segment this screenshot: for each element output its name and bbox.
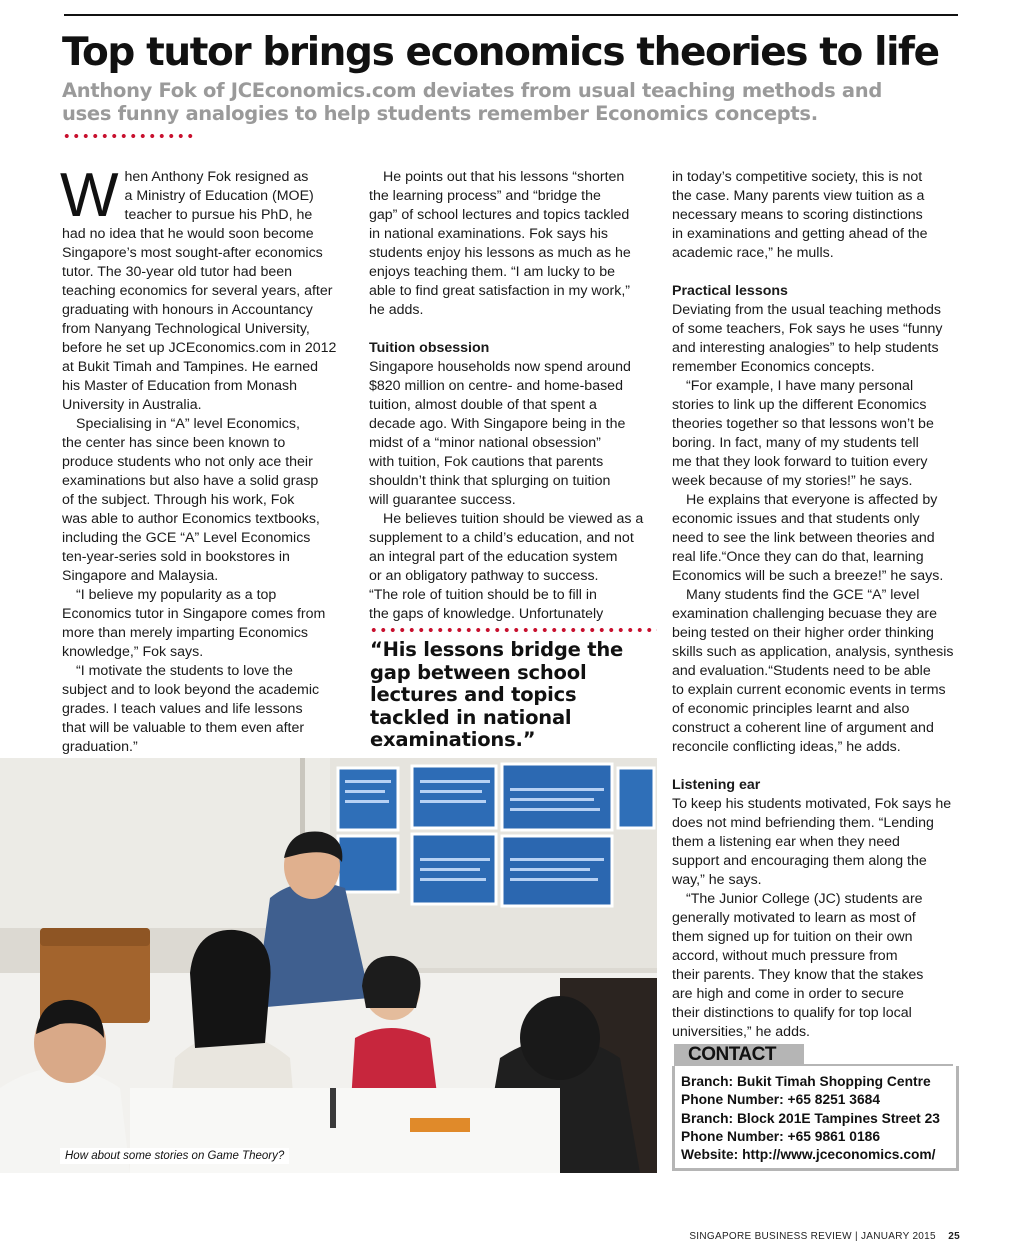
text-line: economic issues and that students only: [672, 511, 920, 527]
text-line: the case. Many parents view tuition as a: [672, 188, 925, 204]
page-footer: [689, 1231, 960, 1242]
text-line: them a listening ear when they need: [672, 834, 900, 850]
text-line: in examinations and getting ahead of the: [672, 226, 928, 242]
paragraph: [62, 415, 354, 586]
text-line: the learning process” and “bridge the: [369, 188, 601, 204]
text-line: He points out that his lessons “shorten: [383, 169, 625, 185]
text-line: $820 million on centre- and home-based: [369, 378, 623, 394]
section-heading: Practical lessons: [672, 283, 788, 299]
text-line: from Nanyang Technological University,: [62, 321, 310, 337]
text-line: in national examinations. Fok says his: [369, 226, 608, 242]
text-line: had no idea that he would soon become: [62, 226, 314, 242]
text-line: more than merely imparting Economics: [62, 625, 309, 641]
text-line: He explains that everyone is affected by: [686, 492, 938, 508]
text-line: way,” he says.: [672, 872, 762, 888]
text-line: Singapore and Malaysia.: [62, 568, 219, 584]
paragraph: [672, 890, 964, 1042]
text-line: tutor. The 30-year old tutor had been: [62, 264, 293, 280]
dotted-divider: [62, 133, 195, 139]
text-line: that will be valuable to them even after: [62, 720, 305, 736]
text-line: gap” of school lectures and topics tackled: [369, 207, 630, 223]
pull-quote: [370, 639, 660, 752]
text-line: “I believe my popularity as a top: [76, 587, 277, 603]
headline: Top tutor brings economics theories to life: [62, 30, 939, 75]
text-line: subject and to look beyond the academic: [62, 682, 320, 698]
paragraph: [672, 586, 964, 757]
section-heading: Tuition obsession: [369, 340, 490, 356]
text-line: boring. In fact, many of my students tell: [672, 435, 919, 451]
text-line: supplement to a child’s education, and not: [369, 530, 634, 546]
article-column-3: [672, 168, 964, 1042]
text-line: “I motivate the students to love the: [76, 663, 293, 679]
text-line: universities,” he adds.: [672, 1024, 811, 1040]
deck: [62, 79, 962, 125]
text-line: of some teachers, Fok says he uses “funny: [672, 321, 943, 337]
top-rule: [64, 14, 958, 16]
paragraph: [369, 358, 659, 510]
text-line: graduating with honours in Accountancy: [62, 302, 313, 318]
text-line: of economic principles learnt and also: [672, 701, 910, 717]
text-line: he adds.: [369, 302, 424, 318]
text-line: the gaps of knowledge. Unfortunately: [369, 606, 604, 622]
text-line: ten-year-series sold in bookstores in: [62, 549, 290, 565]
text-line: examination challenging becuase they are: [672, 606, 938, 622]
paragraph: [672, 491, 964, 586]
text-line: theories together so that lessons won’t be: [672, 416, 934, 432]
text-line: with tuition, Fok cautions that parents: [369, 454, 604, 470]
footer-separator: |: [854, 1231, 861, 1242]
text-line: tuition, almost double of that spent a: [369, 397, 597, 413]
text-line: and interesting analogies” to help students: [672, 340, 939, 356]
publication-name: SINGAPORE BUSINESS REVIEW: [689, 1231, 852, 1242]
text-line: necessary means to scoring distinctions: [672, 207, 923, 223]
text-line: will guarantee success.: [369, 492, 516, 508]
text-line: examinations but also have a solid grasp: [62, 473, 319, 489]
pull-quote-line: “His lessons bridge the: [370, 638, 624, 661]
text-line: was able to author Economics textbooks,: [62, 511, 320, 527]
text-line: and evaluation.“Students need to be able: [672, 663, 931, 679]
paragraph: [672, 377, 964, 491]
text-line: able to find great satisfaction in my work,”: [369, 283, 631, 299]
text-line: To keep his students motivated, Fok says he: [672, 796, 952, 812]
contact-branch-2: Branch: Block 201E Tampines Street 23: [681, 1110, 940, 1126]
text-line: their distinctions to qualify for top local: [672, 1005, 912, 1021]
text-line: real life.“Once they can do that, learning: [672, 549, 924, 565]
text-line: teacher to pursue his PhD, he: [124, 207, 313, 223]
text-line: Specialising in “A” level Economics,: [76, 416, 300, 432]
paragraph: [62, 662, 354, 757]
text-line: or an obligatory pathway to success.: [369, 568, 599, 584]
text-line: of the subject. Through his work, Fok: [62, 492, 295, 508]
paragraph: [672, 301, 964, 377]
text-line: are high and come in order to secure: [672, 986, 904, 1002]
text-line: a Ministry of Education (MOE): [124, 188, 314, 204]
text-line: teaching economics for several years, after: [62, 283, 333, 299]
text-line: Economics tutor in Singapore comes from: [62, 606, 326, 622]
text-line: Many students find the GCE “A” level: [686, 587, 920, 603]
paragraph: [672, 795, 964, 890]
text-line: the center has since been known to: [62, 435, 286, 451]
text-line: graduation.”: [62, 739, 138, 755]
photo-caption: How about some stories on Game Theory?: [60, 1148, 289, 1164]
text-line: accord, without much pressure from: [672, 948, 898, 964]
text-line: construct a coherent line of argument and: [672, 720, 934, 736]
classroom-illustration: [0, 758, 657, 1173]
text-line: “The Junior College (JC) students are: [686, 891, 923, 907]
drop-cap: W: [60, 161, 119, 230]
text-line: midst of a “minor national obsession”: [369, 435, 601, 451]
issue-date: JANUARY 2015: [860, 1231, 936, 1242]
text-line: skills such as application, analysis, synthesis: [672, 644, 954, 660]
text-line: an integral part of the education system: [369, 549, 618, 565]
text-line: in today’s competitive society, this is not: [672, 169, 923, 185]
text-line: their parents. They know that the stakes: [672, 967, 924, 983]
section-heading: Listening ear: [672, 777, 761, 793]
text-line: students enjoy his lessons as much as he: [369, 245, 631, 261]
contact-phone-2: Phone Number: +65 9861 0186: [681, 1128, 881, 1144]
pull-quote-line: examinations.”: [370, 728, 536, 752]
text-line: University in Australia.: [62, 397, 202, 413]
article-column-2: [369, 168, 659, 624]
text-line: his Master of Education from Monash: [62, 378, 297, 394]
text-line: Singapore’s most sought-after economics: [62, 245, 323, 261]
paragraph: [62, 586, 354, 662]
text-line: “For example, I have many personal: [686, 378, 914, 394]
pull-quote-line: tackled in national: [370, 705, 572, 729]
text-line: being tested on their higher order thinking: [672, 625, 934, 641]
text-line: Economics will be such a breeze!” he says.: [672, 568, 944, 584]
pull-quote-line: lectures and topics: [370, 683, 577, 707]
footer-spacer: [939, 1231, 945, 1242]
deck-line: uses funny analogies to help students remember Economics concepts.: [62, 102, 818, 125]
text-line: produce students who not only ace their: [62, 454, 313, 470]
text-line: shouldn’t think that splurging on tuition: [369, 473, 611, 489]
text-line: stories to link up the different Economics: [672, 397, 927, 413]
article-column-1: [60, 161, 354, 757]
text-line: does not mind befriending them. “Lending: [672, 815, 934, 831]
text-line: support and encouraging them along the: [672, 853, 927, 869]
text-line: remember Economics concepts.: [672, 359, 875, 375]
contact-box: [672, 1066, 959, 1171]
contact-website: Website: http://www.jceconomics.com/: [681, 1147, 936, 1163]
text-line: including the GCE “A” Level Economics: [62, 530, 311, 546]
paragraph: [60, 161, 354, 415]
deck-line: Anthony Fok of JCEconomics.com deviates from usual teaching methods and: [62, 79, 883, 102]
paragraph: [672, 168, 964, 263]
classroom-photo: [0, 758, 657, 1173]
contact-title: CONTACT: [674, 1044, 804, 1066]
text-line: “The role of tuition should be to fill in: [369, 587, 597, 603]
text-line: enjoys teaching them. “I am lucky to be: [369, 264, 616, 280]
contact-branch-1: Branch: Bukit Timah Shopping Centre: [681, 1074, 931, 1089]
text-line: Singapore households now spend around: [369, 359, 631, 375]
text-line: hen Anthony Fok resigned as: [124, 169, 309, 185]
text-line: knowledge,” Fok says.: [62, 644, 204, 660]
paragraph: [369, 510, 659, 624]
text-line: decade ago. With Singapore being in the: [369, 416, 626, 432]
text-line: me that they look forward to tuition every: [672, 454, 928, 470]
text-line: academic race,” he mulls.: [672, 245, 834, 261]
contact-phone-1: Phone Number: +65 8251 3684: [681, 1092, 881, 1108]
text-line: need to see the link between theories and: [672, 530, 935, 546]
text-line: week because of my stories!” he says.: [672, 473, 913, 489]
wall-posters: [338, 764, 654, 906]
text-line: Deviating from the usual teaching methods: [672, 302, 941, 318]
text-line: reconcile conflicting ideas,” he adds.: [672, 739, 901, 755]
text-line: generally motivated to learn as most of: [672, 910, 916, 926]
text-line: before he set up JCEconomics.com in 2012: [62, 340, 337, 356]
text-line: to explain current economic events in terms: [672, 682, 946, 698]
text-line: at Bukit Timah and Tampines. He earned: [62, 359, 319, 375]
pull-quote-line: gap between school: [370, 660, 587, 684]
page-number: 25: [948, 1231, 960, 1242]
text-line: them signed up for tuition on their own: [672, 929, 913, 945]
text-line: He believes tuition should be viewed as a: [383, 511, 644, 527]
dotted-divider: [369, 627, 657, 633]
text-line: grades. I teach values and life lessons: [62, 701, 303, 717]
paragraph: [369, 168, 659, 320]
